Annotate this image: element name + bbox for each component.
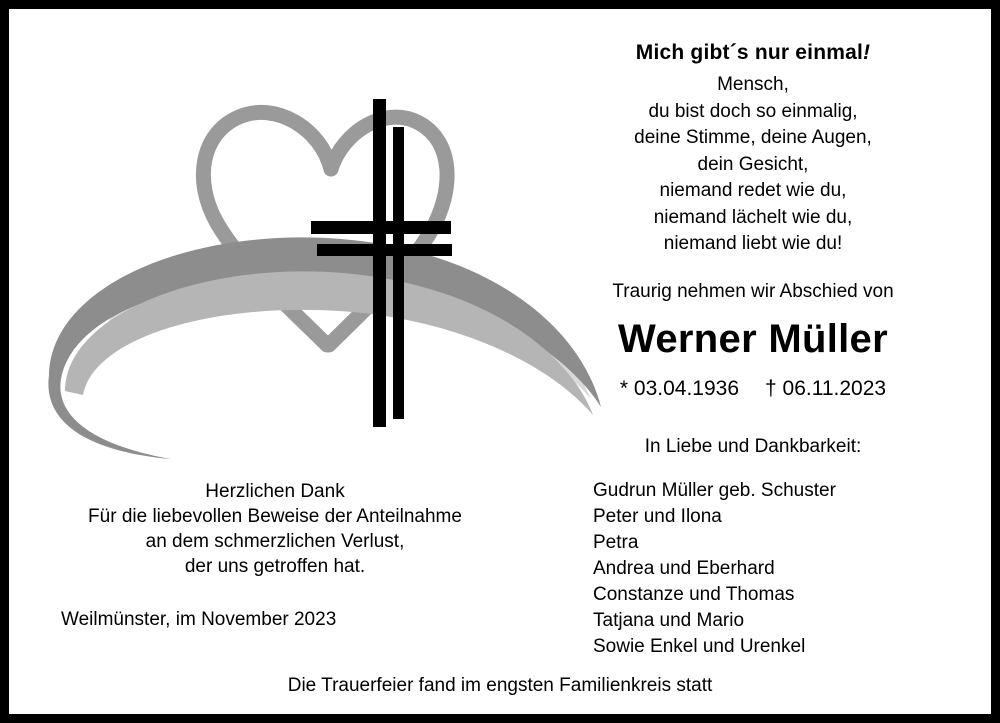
- list-item: Gudrun Müller geb. Schuster: [593, 479, 836, 501]
- list-item: Petra: [593, 531, 639, 553]
- poem-line: niemand liebt wie du!: [663, 233, 843, 254]
- list-item: Tatjana und Mario: [593, 609, 745, 631]
- poem-line: du bist doch so einmalig,: [648, 100, 858, 122]
- thanks-line: der uns getroffen hat.: [184, 556, 366, 577]
- list-item: Peter und Ilona: [593, 505, 722, 527]
- thanks-line: an dem schmerzlichen Verlust,: [145, 531, 405, 552]
- ceremony-note: Die Trauerfeier fand im engsten Familienkreis statt: [287, 675, 713, 696]
- card-inner: [9, 9, 991, 714]
- poem-title: [533, 41, 973, 65]
- poem-body: [533, 72, 973, 258]
- thanks-line: Herzlichen Dank: [205, 481, 345, 502]
- deceased-name: Werner Müller: [618, 316, 888, 361]
- thanks-block: [45, 479, 505, 579]
- poem-line: niemand lächelt wie du,: [653, 206, 853, 228]
- poem-line: dein Gesicht,: [697, 153, 809, 175]
- poem-line: niemand redet wie du,: [659, 180, 847, 201]
- family-list: [533, 478, 973, 660]
- poem-line: Mensch,: [717, 74, 789, 95]
- farewell-text: Traurig nehmen wir Abschied von: [612, 280, 894, 302]
- in-love-heading: In Liebe und Dankbarkeit:: [644, 435, 862, 457]
- birth-date: * 03.04.1936: [619, 376, 740, 400]
- place-and-date: Weilmünster, im November 2023: [61, 609, 337, 630]
- heart-with-cross-and-swoosh-graphic: [21, 39, 601, 459]
- list-item: Andrea und Eberhard: [593, 557, 775, 579]
- death-date: † 06.11.2023: [765, 376, 887, 400]
- life-dates: [533, 377, 973, 401]
- thanks-line: Für die liebevollen Beweise der Anteilnahme: [88, 506, 462, 527]
- poem-title-text: Mich gibt´s nur einmal: [635, 41, 864, 64]
- right-column: [533, 41, 973, 660]
- list-item: Constanze und Thomas: [593, 583, 795, 605]
- list-item: Sowie Enkel und Urenkel: [593, 635, 806, 657]
- poem-line: deine Stimme, deine Augen,: [634, 127, 872, 148]
- poem-title-exclamation: !: [863, 41, 871, 64]
